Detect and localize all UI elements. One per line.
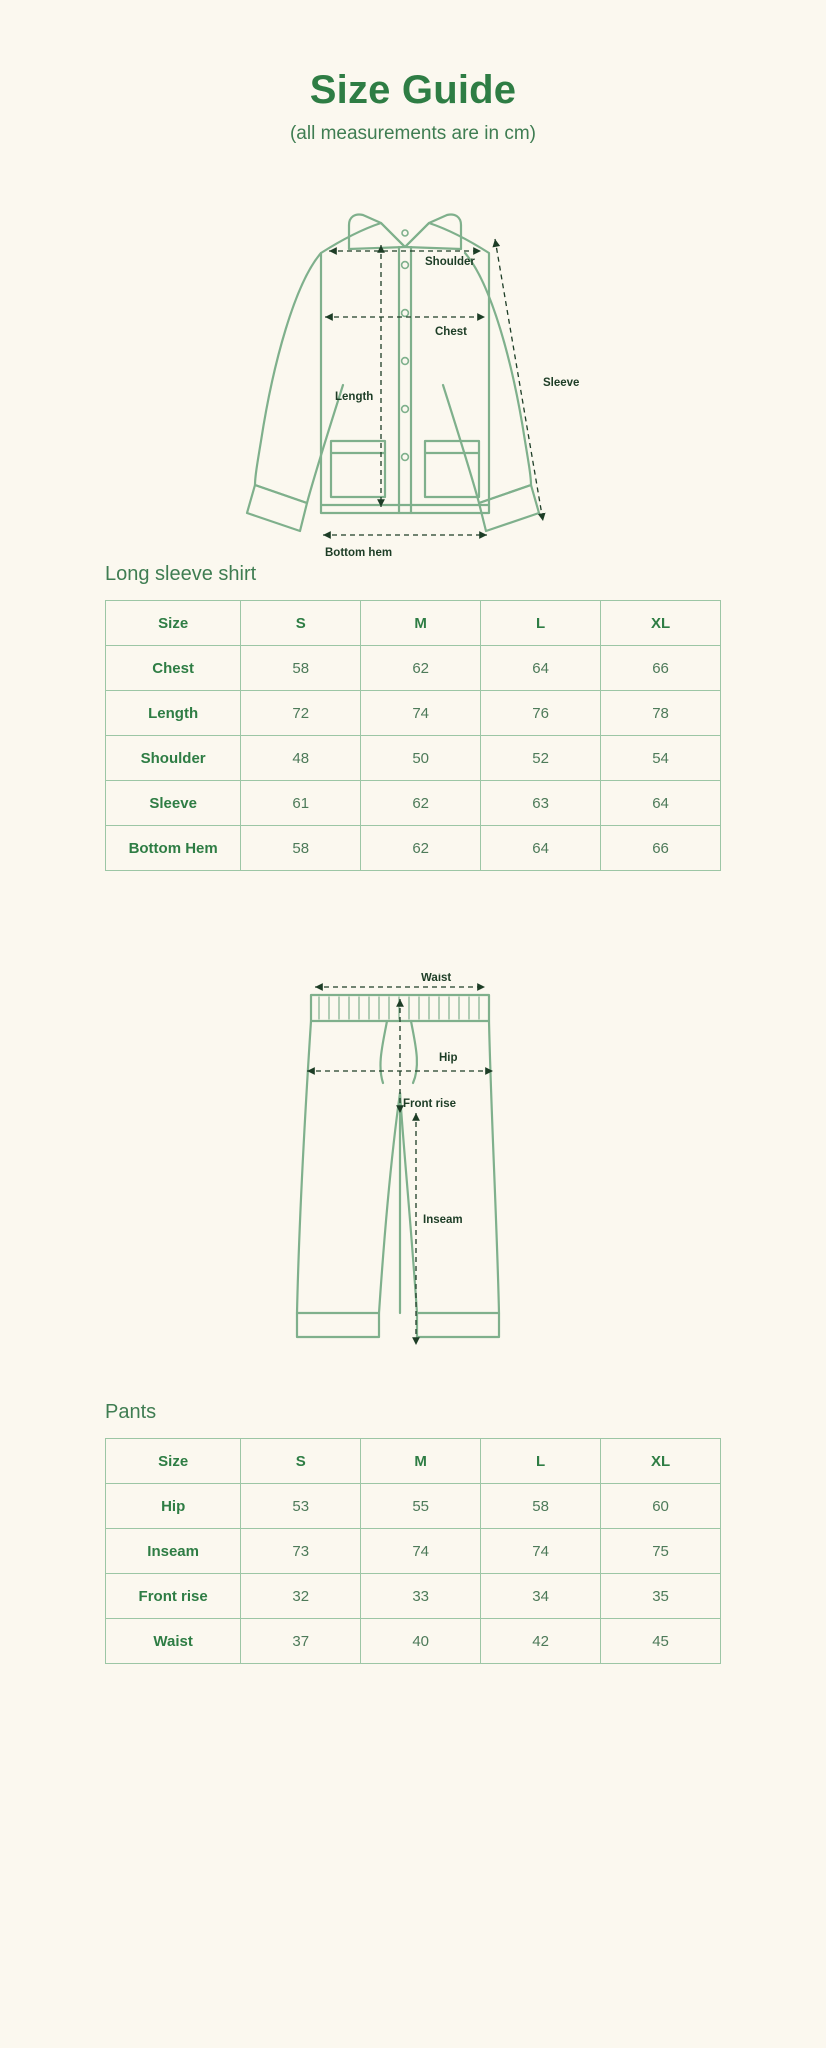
pants-label-front-rise: Front rise [403,1098,457,1110]
shirt-label-length: Length [335,391,374,403]
shirt-table-wrap [0,600,826,871]
shirt-chest-m: 62 [361,646,481,691]
shirt-size-table [105,600,721,871]
shirt-col-xl: XL [601,601,721,646]
bottom-spacer [0,1664,826,1728]
table-row [106,1619,721,1664]
pants-row-label-waist: Waist [106,1619,241,1664]
pants-front-rise-m: 33 [361,1574,481,1619]
pants-row-label-front-rise: Front rise [106,1574,241,1619]
shirt-diagram-svg [203,173,623,563]
shirt-bottom-hem-l: 64 [481,826,601,871]
table-row [106,781,721,826]
pants-front-rise-xl: 35 [601,1574,721,1619]
pants-row-label-hip: Hip [106,1484,241,1529]
table-row [106,646,721,691]
page-header [0,0,826,145]
pants-waist-m: 40 [361,1619,481,1664]
shirt-shoulder-m: 50 [361,736,481,781]
pants-inseam-m: 74 [361,1529,481,1574]
table-row [106,1574,721,1619]
shirt-chest-xl: 66 [601,646,721,691]
pants-illustration [0,973,826,1373]
shirt-row-label-bottom-hem: Bottom Hem [106,826,241,871]
pants-col-s: S [241,1439,361,1484]
pants-inseam-s: 73 [241,1529,361,1574]
shirt-label-sleeve: Sleeve [543,377,580,389]
shirt-bottom-hem-s: 58 [241,826,361,871]
shirt-bottom-hem-m: 62 [361,826,481,871]
section-spacer [0,871,826,919]
shirt-row-label-sleeve: Sleeve [106,781,241,826]
pants-col-m: M [361,1439,481,1484]
table-header-row [106,601,721,646]
table-row [106,736,721,781]
pants-front-rise-l: 34 [481,1574,601,1619]
pants-hip-xl: 60 [601,1484,721,1529]
shirt-row-label-shoulder: Shoulder [106,736,241,781]
shirt-shoulder-l: 52 [481,736,601,781]
shirt-row-label-length: Length [106,691,241,736]
shirt-section [0,563,826,871]
pants-table-wrap [0,1438,826,1664]
pants-col-xl: XL [601,1439,721,1484]
shirt-sleeve-s: 61 [241,781,361,826]
table-row [106,691,721,736]
shirt-col-m: M [361,601,481,646]
shirt-chest-s: 58 [241,646,361,691]
table-row [106,826,721,871]
pants-label-hip: Hip [439,1052,458,1064]
shirt-bottom-hem-xl: 66 [601,826,721,871]
pants-inseam-xl: 75 [601,1529,721,1574]
pants-waist-xl: 45 [601,1619,721,1664]
pants-label-inseam: Inseam [423,1214,463,1226]
shirt-row-label-chest: Chest [106,646,241,691]
shirt-illustration [0,173,826,563]
shirt-length-s: 72 [241,691,361,736]
table-row [106,1529,721,1574]
shirt-label-shoulder: Shoulder [425,256,475,268]
shirt-shoulder-s: 48 [241,736,361,781]
shirt-sleeve-l: 63 [481,781,601,826]
shirt-section-title: Long sleeve shirt [105,563,257,585]
shirt-col-size: Size [106,601,241,646]
pants-inseam-l: 74 [481,1529,601,1574]
pants-diagram-svg [253,973,573,1373]
shirt-length-l: 76 [481,691,601,736]
pants-section-title: Pants [105,1401,157,1423]
pants-waist-l: 42 [481,1619,601,1664]
pants-front-rise-s: 32 [241,1574,361,1619]
shirt-col-l: L [481,601,601,646]
pants-waist-s: 37 [241,1619,361,1664]
pants-size-table [105,1438,721,1664]
table-row [106,1484,721,1529]
shirt-label-chest: Chest [435,326,467,338]
page-subtitle: (all measurements are in cm) [289,123,537,144]
shirt-sleeve-xl: 64 [601,781,721,826]
pants-hip-m: 55 [361,1484,481,1529]
shirt-length-m: 74 [361,691,481,736]
pants-hip-s: 53 [241,1484,361,1529]
pants-section [0,1401,826,1664]
shirt-length-xl: 78 [601,691,721,736]
table-header-row [106,1439,721,1484]
shirt-shoulder-xl: 54 [601,736,721,781]
shirt-chest-l: 64 [481,646,601,691]
pants-label-waist: Waist [421,973,452,984]
pants-row-label-inseam: Inseam [106,1529,241,1574]
pants-col-size: Size [106,1439,241,1484]
pants-col-l: L [481,1439,601,1484]
shirt-label-bottom-hem: Bottom hem [325,547,393,559]
shirt-col-s: S [241,601,361,646]
pants-hip-l: 58 [481,1484,601,1529]
page-title: Size Guide [309,68,517,112]
shirt-sleeve-m: 62 [361,781,481,826]
